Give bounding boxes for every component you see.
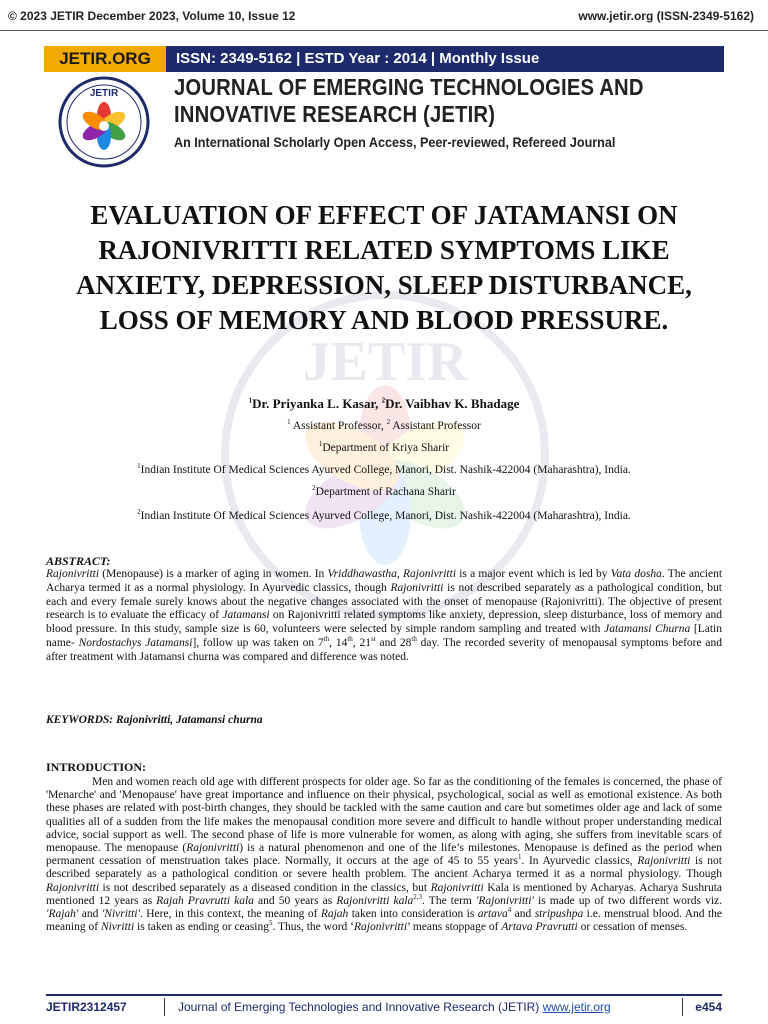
affiliation-dept-1: $^1$Department of Kriya Sharir bbox=[318, 440, 450, 454]
affiliation-inst-2: $^2$Indian Institute Of Medical Sciences Ayurved College, Manori, Dist. Nashik-422004 (Maharashtra), India. bbox=[137, 508, 631, 522]
introduction-heading: INTRODUCTION: bbox=[46, 760, 147, 774]
paper-title: EVALUATION OF EFFECT OF JATAMANSI ON RAJONIVRITTI RELATED SYMPTOMS LIKE ANXIETY, DEPRESSION, SLEEP DISTURBANCE, LOSS OF MEMORY AND BLOOD PRESSURE. bbox=[76, 200, 692, 335]
footer-website-link[interactable]: www.jetir.org bbox=[542, 1000, 611, 1014]
logo-text: JETIR bbox=[89, 88, 119, 99]
affiliation-inst-1: $^1$Indian Institute Of Medical Sciences Ayurved College, Manori, Dist. Nashik-422004 (Maharashtra), India. bbox=[137, 462, 631, 476]
introduction-paragraph: Men and women reach old age with different prospects for older age. So far as the conditioning of the females is concerned, the phase of 'Menarche' and 'Menopause' have great importance and influence on their physical, psychological, social as well as emotional existence. As both these phases are related with post-birth changes, they should be tackled with the same caution and care but sometimes older age and lack of some qualities all of a sudden from the life makes the menopausal condition more severe and difficult to handle without proper understanding medical advice, social support as well. The second phase of life is more vulnerable for women, as along with aging, she suffers from inevitable scars of menopause. The menopause (Rajonivritti) is a natural phenomenon and one of the life’s milestones. Menopause is defined as the period when permanent cessation of menstruation takes place. Normally, it occurs at the age of 45 to 55 years$^1$. In Ayurvedic classics, Rajonivritti is not described separately as a pathological condition or severe health problem. The ancient Acharya termed it as a normal physiology. Though Rajonivritti is not described separately as a diseased condition in the classics, but Rajonivritti Kala is mentioned by Acharyas. Acharya Sushruta mentioned 12 years as Rajah Pravrutti kala and 50 years as Rajonivritti kala$^{2,3}$. The term 'Rajonivritti' is made up of two different words viz. 'Rajah' and 'Nivritti'. Here, in this context, the meaning of Rajah taken into consideration is artava$^4$ and stripushpa i.e. menstrual blood. And the meaning of Nivritti is taken as ending or ceasing$^5$. Thus, the word ‘Rajonivritti’ means stoppage of Artava Pravrutti or cessation of menses. bbox=[46, 776, 723, 934]
keywords: KEYWORDS: Rajonivritti, Jatamansi churna bbox=[46, 714, 263, 726]
abstract-body: Rajonivritti (Menopause) is a marker of aging in women. In Vriddhawastha, Rajonivritti is a major event which is led by Vata dosha. The ancient Acharya termed it as a normal physiology. In Ayurvedic classics, though Rajonivritti is not described separately as a pathological condition, but each and every female surely knows about the negative changes associated with the onset of menopause (Rajonivritti). The objective of present research is to evaluate the efficacy of Jatamansi on Rajonivritti related symptoms like anxiety, depression, sleep disturbance, loss of memory and blood pressure. In this study, sample size is 60, volunteers were selected by simple random sampling and treated with Jatamansi Churna [Latin name- Nordostachys Jatamansi], follow up was taken on 7th, 14th, 21st and 28th day. The recorded severity of menopausal symptoms before and after treatment with Jatamansi churna was compared and difference was noted. bbox=[46, 568, 723, 663]
header-website-issn: www.jetir.org (ISSN-2349-5162) bbox=[578, 9, 754, 23]
page-number: e454 bbox=[695, 1000, 722, 1014]
journal-banner bbox=[44, 46, 724, 186]
author-2: Dr. Vaibhav K. Bhadage bbox=[385, 396, 520, 411]
header-rule bbox=[0, 30, 768, 31]
affiliation-dept-2: $^2$Department of Rachana Sharir bbox=[312, 484, 456, 498]
journal-title bbox=[174, 74, 658, 128]
journal-title-line1: JOURNAL OF EMERGING TECHNOLOGIES AND bbox=[174, 74, 644, 100]
running-header bbox=[0, 0, 768, 32]
footer-journal-name: Journal of Emerging Technologies and Innovative Research (JETIR) www.jetir.org bbox=[178, 1000, 611, 1014]
jetir-logo-icon bbox=[58, 76, 150, 168]
issn-strip: ISSN: 2349-5162 | ESTD Year : 2014 | Monthly Issue bbox=[166, 46, 724, 72]
header-issue-info: © 2023 JETIR December 2023, Volume 10, Issue 12 bbox=[8, 9, 296, 23]
watermark-text: JETIR bbox=[302, 331, 468, 393]
introduction-body bbox=[46, 776, 722, 934]
page-footer bbox=[46, 994, 722, 1016]
journal-subtitle: An International Scholarly Open Access, Peer-reviewed, Refereed Journal bbox=[174, 134, 616, 150]
author-1: Dr. Priyanka L. Kasar, bbox=[252, 396, 382, 411]
author-roles: $^1$ Assistant Professor, $^2$ Assistant Professor bbox=[287, 418, 481, 432]
author-line: $^1$Dr. Priyanka L. Kasar, $^2$Dr. Vaibhav K. Bhadage bbox=[248, 396, 520, 411]
journal-title-line2: INNOVATIVE RESEARCH (JETIR) bbox=[174, 101, 496, 127]
footer-divider bbox=[164, 998, 165, 1016]
brand-label: JETIR.ORG bbox=[44, 46, 166, 72]
footer-divider bbox=[682, 998, 683, 1016]
article-code: JETIR2312457 bbox=[46, 1000, 127, 1014]
abstract-heading: ABSTRACT: bbox=[46, 554, 111, 568]
